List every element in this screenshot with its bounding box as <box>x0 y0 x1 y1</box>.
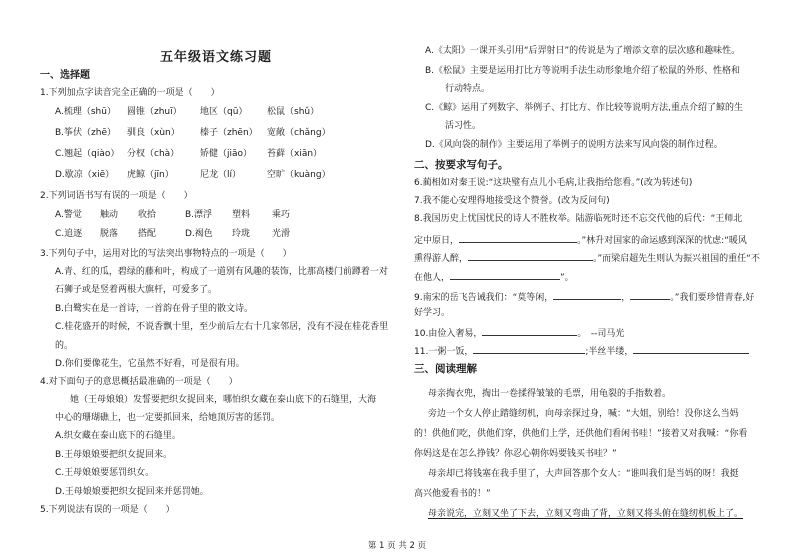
question-9 <box>414 290 754 304</box>
answer-blank[interactable] <box>633 344 749 354</box>
reading-line: 的！供他们吃，供他们穿，供他们上学，还供他们看闲书哇！”接着又对我喊：“你看 <box>414 429 748 439</box>
q2-item: 乘巧 <box>272 210 291 220</box>
q2-item: C.追逐 <box>55 229 83 239</box>
question-11 <box>414 344 749 358</box>
q1-item: 矫健（jiāo） <box>200 149 253 159</box>
q1-item: 松鼠（shǔ） <box>267 107 320 117</box>
q9-line-2: 好学习。 <box>414 308 451 318</box>
q1-item: 驯良（xùn） <box>127 128 180 138</box>
q1-item: 虎鲸（jīn） <box>127 170 174 180</box>
q9-text: 9.南宋的岳飞告诫我们：“莫等闲， <box>414 293 554 303</box>
section-heading-choice: 一、选择题 <box>40 70 90 81</box>
q2-item: 玲珑 <box>232 229 251 239</box>
q1-item: 宽敞（chǎng） <box>267 128 331 138</box>
q2-item: A.警觉 <box>55 210 82 220</box>
question-3: 3.下列句子中，运用对比的写法突出事物特点的一项是（ ） <box>40 249 292 259</box>
page-title: 五年级语文练习题 <box>160 50 273 65</box>
q1-item: A.梳理（shū） <box>55 107 116 117</box>
q4-option-b: B.王母娘娘要把织女捉回来。 <box>55 450 173 460</box>
q4-quote-cont: 中心的珊瑚礁上，也一定要抓回来，给她顶厉害的惩罚。 <box>55 413 281 423</box>
question-8: 8.我国历史上忧国忧民的诗人不胜枚举。陆游临死时还不忘交代他的后代：“王师北 <box>414 214 743 224</box>
q3-option-c-cont: 的。 <box>55 341 74 351</box>
q1-item: 圆锥（zhuī） <box>127 107 182 117</box>
q3-option-a: A.青、红的瓜，碧绿的藤和叶，构成了一道别有风趣的装饰，比那高楼门前蹲着一对 <box>55 267 388 277</box>
q2-item: 塑料 <box>232 210 251 220</box>
q2-item: D.褐色 <box>185 229 213 239</box>
q5-option-a: A.《太阳》一课开头引用“后羿射日”的传说是为了增添文章的层次感和趣味性。 <box>425 46 741 56</box>
q10-text: 。 --司马光 <box>577 329 625 339</box>
question-2: 2.下列词语书写有误的一项是（ ） <box>40 191 193 201</box>
q8-line-3 <box>414 251 760 265</box>
q3-option-c: C.桂花盛开的时候，不说香飘十里，至少前后左右十几家邻居，没有不浸在桂花香里 <box>55 322 389 332</box>
reading-paragraph: 旁边一个女人停止踏缝纫机，向母亲探过身，喊：“大姐，别给！没你这么当妈 <box>428 409 739 419</box>
page-footer: 第 1 页 共 2 页 <box>367 541 427 551</box>
section-heading-reading: 三、阅读理解 <box>414 363 477 375</box>
answer-blank[interactable] <box>473 344 585 354</box>
q3-option-b: B.白鹭实在是一首诗，一首韵在骨子里的散文诗。 <box>55 304 254 314</box>
q1-item: 地区（qū） <box>200 107 248 117</box>
q8-text: 熏得游人醉， <box>414 254 469 264</box>
q5-option-c: C.《鲸》运用了列数字、举例子、打比方、作比较等说明方法,重点介绍了鲸的生 <box>425 103 744 113</box>
q4-option-d: D.王母娘娘要把织女捉回来并惩罚她。 <box>55 487 209 497</box>
q3-option-a-cont: 石狮子或是竖着两根大旗杆，可爱多了。 <box>55 285 218 295</box>
q2-item: 脱落 <box>100 229 119 239</box>
q1-item: 尼龙（lí） <box>200 170 242 180</box>
q8-text: 。”林升对国家的命运感到深深的忧虑:“暖风 <box>577 236 747 246</box>
q8-text: 定中原日， <box>414 236 460 246</box>
q5-option-b: B.《松鼠》主要是运用打比方等说明手法生动形象地介绍了松鼠的外形、性格和 <box>425 66 741 76</box>
q5-option-c-cont: 活习性。 <box>445 121 482 131</box>
q8-text: 。”而梁启超先生则认为振兴祖国的重任“不 <box>593 254 760 264</box>
answer-blank[interactable] <box>630 290 670 300</box>
q4-option-c: C.王母娘娘要惩罚织女。 <box>55 468 155 478</box>
q9-text: ， <box>621 293 631 303</box>
answer-blank[interactable] <box>468 251 593 261</box>
answer-blank[interactable] <box>459 233 577 243</box>
q1-item: 榛子（zhēn） <box>200 128 258 138</box>
reading-underlined-sentence: 母亲说完，立刻又坐了下去，立刻又弯曲了背，立刻又将头俯在缝纫机板上了。 <box>428 509 744 519</box>
section-heading-sentences: 二、按要求写句子。 <box>414 159 509 171</box>
question-1: 1.下列加点字读音完全正确的一项是（ ） <box>40 88 220 98</box>
q11-text: 11.一粥一饭， <box>414 347 474 357</box>
question-10 <box>414 326 624 340</box>
reading-paragraph: 母亲掏衣兜，掏出一卷揉得皱皱的毛票，用龟裂的手指数着。 <box>428 389 672 399</box>
q8-text: ”。 <box>560 273 574 283</box>
q8-text: 在他人， <box>414 273 451 283</box>
q4-option-a: A.织女藏在泰山底下的石缝里。 <box>55 431 181 441</box>
q3-option-d: D.你们要像花生，它虽然不好看，可是很有用。 <box>55 359 245 369</box>
q4-quote: 她（王母娘娘）发誓要把织女捉回来，哪怕织女藏在泰山底下的石缝里，大海 <box>70 395 377 405</box>
q1-item: D.歇凉（xiē） <box>55 170 115 180</box>
q1-item: 分杈（chà） <box>127 149 180 159</box>
q1-item: 苔藓（xiān） <box>267 149 323 159</box>
q5-option-d: D.《风向袋的制作》主要运用了举例子的说明方法来写风向袋的制作过程。 <box>425 140 723 150</box>
q11-text: ;半丝半缕， <box>585 347 634 357</box>
q1-item: B.筝伏（zhē） <box>55 128 117 138</box>
q1-item: C.翘起（qiào） <box>55 149 120 159</box>
q2-item: 光滑 <box>272 229 291 239</box>
answer-blank[interactable] <box>450 270 560 280</box>
answer-blank[interactable] <box>553 290 621 300</box>
reading-line: 你妈这是在怎么挣钱？你忍心朝你妈要钱买书哇？” <box>414 449 617 459</box>
q10-text: 10.由俭入奢易， <box>414 329 483 339</box>
q2-item: 收拾 <box>138 210 157 220</box>
q2-item: 搭配 <box>138 229 157 239</box>
q8-line-4 <box>414 270 574 284</box>
question-5: 5.下列说法有误的一项是（ ） <box>40 505 175 515</box>
q8-line-2 <box>414 233 747 247</box>
reading-line: 高兴他爱看书的！” <box>414 489 491 499</box>
question-7: 7.我不能心安理得地接受这个赞誉。(改为反问句) <box>414 196 610 206</box>
q2-item: 触动 <box>100 210 119 220</box>
q2-item: B.漂浮 <box>185 210 213 220</box>
reading-paragraph: 母亲却已将钱塞在我手里了，大声回答那个女人：“谁叫我们是当妈的呀！我挺 <box>428 469 739 479</box>
q9-text: 。”我们要珍惜青春,好 <box>670 293 755 303</box>
q5-option-b-cont: 行动特点。 <box>445 84 491 94</box>
question-4: 4.对下面句子的意思概括最准确的一项是（ ） <box>40 377 238 387</box>
q1-item: 空旷（kuàng） <box>267 170 331 180</box>
answer-blank[interactable] <box>482 326 577 336</box>
question-6: 6.蔺相如对秦王说:“这块璧有点儿小毛病,让我指给您看。”(改为转述句) <box>414 178 693 188</box>
